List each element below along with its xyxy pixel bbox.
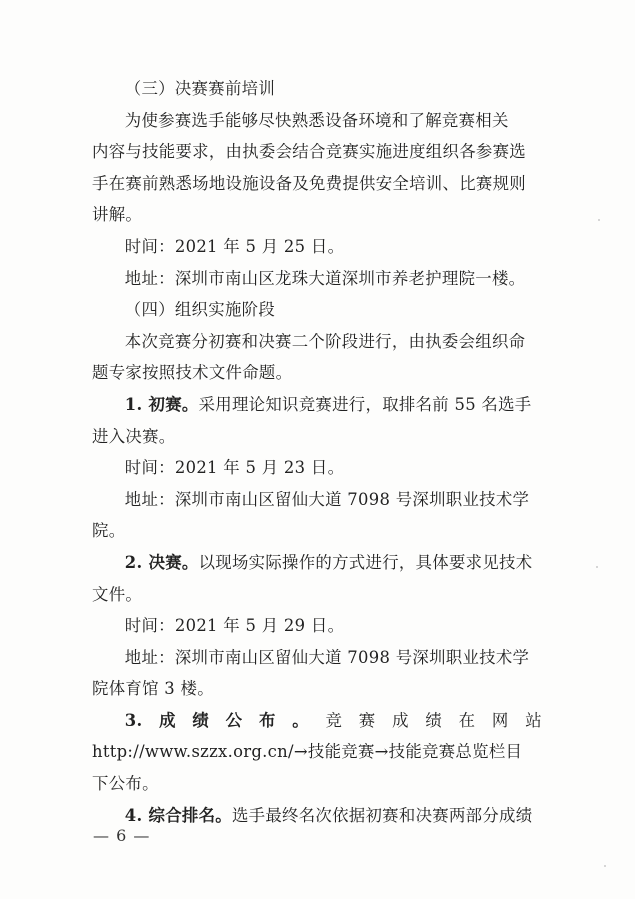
section-heading-implementation: （四）组织实施阶段	[124, 300, 276, 320]
overall-ranking-text: 选手最终名次依据初赛和决赛两部分成绩	[231, 805, 533, 825]
results-text-char-6: 网	[491, 710, 509, 730]
preliminary-round-line-1	[92, 389, 542, 421]
paragraph-final-training-line-2: 内容与技能要求，由执委会结合竞赛实施进度组织各参赛选	[92, 142, 526, 162]
paragraph-implementation-line-2: 题专家按照技术文件命题。	[92, 363, 293, 383]
results-text-char-2: 赛	[358, 710, 376, 730]
final-round-time: 时间：2021 年 5 月 29 日。	[124, 616, 345, 636]
paragraph-final-training-line-3: 手在赛前熟悉场地设施设备及免费提供安全培训、比赛规则	[92, 173, 526, 193]
preliminary-round-title: 1. 初赛。	[124, 394, 199, 414]
results-title-char-2: 成	[159, 710, 176, 730]
overall-ranking-line-1	[92, 800, 542, 832]
results-announcement-line-1	[92, 705, 542, 737]
section-heading-final-training: （三）决赛赛前培训	[124, 79, 276, 98]
results-title-char-4: 公	[225, 710, 243, 730]
final-round-line-1	[92, 547, 542, 579]
results-title-char-6: 。	[292, 710, 309, 730]
final-training-address: 地址：深圳市南山区龙珠大道深圳市养老护理院一楼。	[124, 268, 526, 288]
results-text-char-7: 站	[525, 710, 542, 730]
paragraph-implementation-line-1: 本次竞赛分初赛和决赛二个阶段进行，由执委会组织命	[124, 331, 526, 351]
results-text-char-4: 绩	[425, 710, 443, 730]
preliminary-round-address-line-2: 院。	[92, 521, 126, 541]
final-round-text: 以现场实际操作的方式进行，具体要求见技术	[198, 552, 533, 572]
results-announcement-line-3: 下公布。	[92, 774, 159, 794]
paragraph-final-training-line-1: 为使参赛选手能够尽快熟悉设备环境和了解竞赛相关	[124, 110, 509, 130]
final-round-address-line-2: 院体育馆 3 楼。	[92, 679, 214, 699]
results-title-char-3: 绩	[192, 710, 210, 730]
preliminary-round-text: 采用理论知识竞赛进行，取排名前 55 名选手	[198, 394, 532, 414]
final-round-line-2: 文件。	[92, 584, 143, 604]
results-announcement-line-2: http://www.szzx.org.cn/→技能竞赛→技能竞赛总览栏目	[92, 742, 523, 762]
preliminary-round-address-line-1: 地址：深圳市南山区留仙大道 7098 号深圳职业技术学	[124, 489, 530, 509]
results-text-char-5: 在	[458, 710, 476, 730]
scan-speck	[598, 219, 600, 221]
results-text-char-1: 竞	[325, 710, 343, 730]
document-body	[92, 73, 542, 831]
scan-speck	[604, 865, 606, 867]
results-text-char-3: 成	[392, 710, 409, 730]
scan-speck	[596, 566, 598, 568]
page-number: — 6 —	[93, 826, 151, 845]
preliminary-round-line-2: 进入决赛。	[92, 426, 176, 446]
paragraph-final-training-line-4: 讲解。	[92, 205, 143, 225]
overall-ranking-title: 4. 综合排名。	[124, 805, 232, 825]
final-round-title: 2. 决赛。	[124, 552, 199, 572]
final-round-address-line-1: 地址：深圳市南山区留仙大道 7098 号深圳职业技术学	[124, 647, 530, 667]
results-title-char-1: 3.	[124, 710, 143, 730]
results-title-char-5: 布	[258, 710, 276, 730]
final-training-time: 时间：2021 年 5 月 25 日。	[124, 236, 345, 256]
preliminary-round-time: 时间：2021 年 5 月 23 日。	[124, 458, 345, 478]
